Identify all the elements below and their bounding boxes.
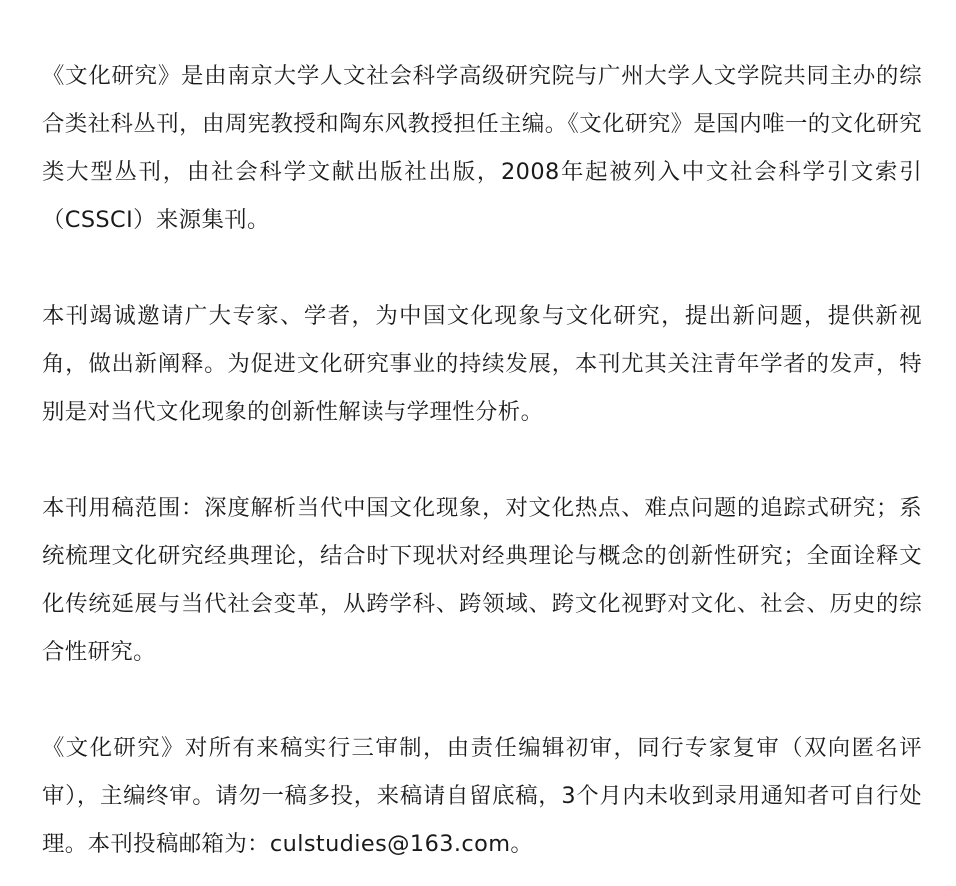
paragraph-review-policy: 《文化研究》对所有来稿实行三审制，由责任编辑初审，同行专家复审（双向匿名评审），主编终审。请勿一稿多投，来稿请自留底稿，3个月内未收到录用通知者可自行处理。本刊投稿邮箱为：culstudies@163.com。 bbox=[42, 735, 922, 857]
paragraph-scope: 本刊用稿范围：深度解析当代中国文化现象，对文化热点、难点问题的追踪式研究；系统梳理文化研究经典理论，结合时下现状对经典理论与概念的创新性研究；全面诠释文化传统延展与当代社会变革，从跨学科、跨领域、跨文化视野对文化、社会、历史的综合性研究。 bbox=[42, 495, 922, 665]
paragraph-invitation: 本刊竭诚邀请广大专家、学者，为中国文化现象与文化研究，提出新问题，提供新视角，做出新阐释。为促进文化研究事业的持续发展，本刊尤其关注青年学者的发声，特别是对当代文化现象的创新性解读与学理性分析。 bbox=[42, 303, 922, 425]
article-body bbox=[42, 52, 922, 868]
paragraph-journal-intro: 《文化研究》是由南京大学人文社会科学高级研究院与广州大学人文学院共同主办的综合类社科丛刊，由周宪教授和陶东风教授担任主编。《文化研究》是国内唯一的文化研究类大型丛刊，由社会科学文献出版社出版，2008年起被列入中文社会科学引文索引（CSSCI）来源集刊。 bbox=[42, 63, 922, 233]
